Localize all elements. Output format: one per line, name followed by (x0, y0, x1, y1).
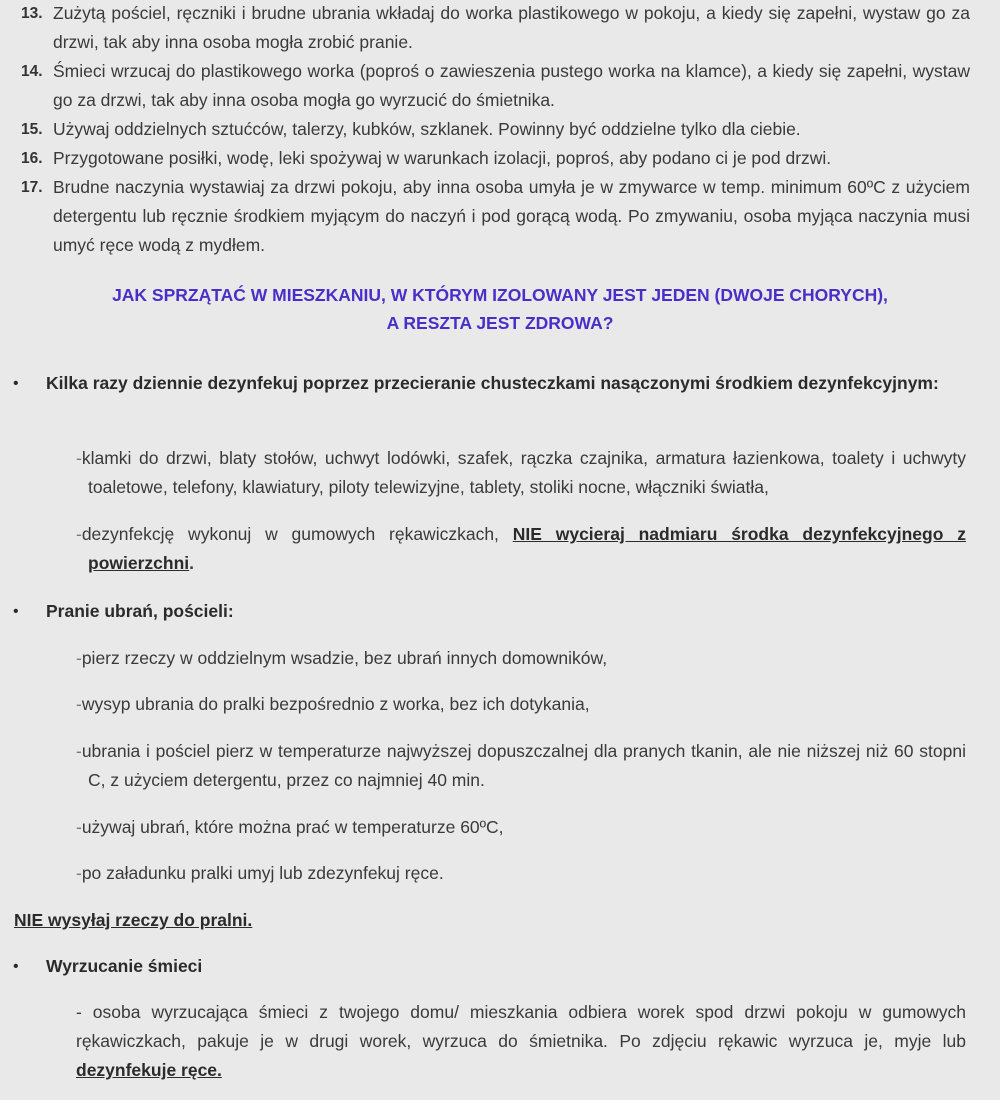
laundry-section (0, 597, 1000, 626)
list-item-text: Zużytą pościel, ręczniki i brudne ubrania wkładaj do worka plastikowego w pokoju, a kiedy się zapełni, wystaw go za drzwi, tak aby inna osoba mogła zrobić pranie. (53, 3, 970, 52)
list-item-text: Brudne naczynia wystawiaj za drzwi pokoju, aby inna osoba umyła je w zmywarce w temp. minimum 60ºC z użyciem detergentu lub ręcznie środkiem myjącym do naczyń i pod gorącą wodą. Po zmywaniu, osoba myjąca naczynia musi umyć ręce wodą z mydłem. (53, 177, 970, 255)
dash-marker: - (76, 863, 82, 883)
heading-line-1: JAK SPRZĄTAĆ W MIESZKANIU, W KTÓRYM IZOLOWANY JEST JEDEN (DWOJE CHORYCH), (112, 285, 888, 305)
bullet-icon: • (13, 375, 19, 392)
disinfection-item-text: klamki do drzwi, blaty stołów, uchwyt lodówki, szafek, rączka czajnika, armatura łazienkowa, toalety i uchwyty toaletowe, telefony, klawiatury, piloty telewizyjne, tablety, stoliki nocne, włączniki światła, (81, 448, 966, 497)
dash-marker: - (76, 524, 82, 544)
laundry-item (76, 690, 966, 719)
list-item-text: Śmieci wrzucaj do plastikowego worka (poproś o zawieszenia pustego worka na klamce), a kiedy się zapełni, wystaw go za drzwi, tak aby inna osoba mogła go wyrzucić do śmietnika. (53, 61, 970, 110)
laundry-item (76, 859, 966, 888)
dash-marker: - (76, 741, 82, 761)
dash-marker: - (76, 648, 82, 668)
trash-emphasis: dezynfekuje ręce. (76, 1060, 222, 1080)
laundry-item (76, 813, 966, 842)
laundry-item-text: wysyp ubrania do pralki bezpośrednio z worka, bez ich dotykania, (81, 694, 590, 714)
list-item-text: Przygotowane posiłki, wodę, leki spożywaj w warunkach izolacji, poproś, aby podano ci je pod drzwi. (53, 148, 832, 168)
bullet-icon: • (13, 958, 19, 975)
list-item (0, 144, 1000, 173)
heading-line-2: A RESZTA JEST ZDROWA? (386, 313, 614, 333)
trash-title: Wyrzucanie śmieci (46, 956, 203, 976)
disinfection-section (0, 369, 1000, 398)
laundry-item-text: pierz rzeczy w oddzielnym wsadzie, bez ubrań innych domowników, (81, 648, 608, 668)
list-item (0, 115, 1000, 144)
trash-paragraph (76, 998, 966, 1085)
laundry-item (76, 644, 966, 673)
laundry-warning: NIE wysyłaj rzeczy do pralni. (14, 910, 253, 930)
trash-text: - osoba wyrzucająca śmieci z twojego domu/ mieszkania odbiera worek spod drzwi pokoju w gumowych rękawiczkach, pakuje je w drugi worek, wyrzuca do śmietnika. Po zdjęciu rękawic wyrzuca je, myje lub (76, 1002, 966, 1051)
disinfection-item-text: dezynfekcję wykonuj w gumowych rękawiczkach, (81, 524, 513, 544)
laundry-item (76, 737, 966, 795)
list-item-number: 13. (21, 5, 43, 22)
numbered-list (0, 0, 1000, 260)
list-item (0, 173, 1000, 260)
list-item (0, 0, 1000, 57)
laundry-title: Pranie ubrań, pościeli: (46, 601, 234, 621)
dash-marker: - (76, 694, 82, 714)
disinfection-item-end: . (189, 553, 194, 573)
list-item-number: 17. (21, 179, 43, 196)
disinfection-title: Kilka razy dziennie dezynfekuj poprzez przecieranie chusteczkami nasączonymi środkiem dezynfekcyjnym: (46, 373, 939, 393)
list-item (0, 57, 1000, 115)
laundry-item-text: ubrania i pościel pierz w temperaturze najwyższej dopuszczalnej dla pranych tkanin, ale nie niższej niż 60 stopni C, z użyciem detergentu, przez co najmniej 40 min. (81, 741, 966, 790)
dash-marker: - (76, 448, 82, 468)
bullet-icon: • (13, 603, 19, 620)
dash-marker: - (76, 817, 82, 837)
disinfection-item-surfaces (76, 444, 966, 502)
list-item-number: 16. (21, 150, 43, 167)
list-item-text: Używaj oddzielnych sztućców, talerzy, kubków, szklanek. Powinny być oddzielne tylko dla ciebie. (53, 119, 801, 139)
trash-section (0, 952, 1000, 981)
list-item-number: 15. (21, 121, 43, 138)
disinfection-item-gloves (76, 520, 966, 578)
laundry-item-text: po załadunku pralki umyj lub zdezynfekuj ręce. (81, 863, 444, 883)
disinfection-warning: NIE wycieraj nadmiaru środka dezynfekcyjnego z powierzchni (88, 524, 966, 573)
laundry-item-text: używaj ubrań, które można prać w temperaturze 60ºC, (81, 817, 504, 837)
section-heading (0, 281, 1000, 337)
list-item-number: 14. (21, 63, 43, 80)
